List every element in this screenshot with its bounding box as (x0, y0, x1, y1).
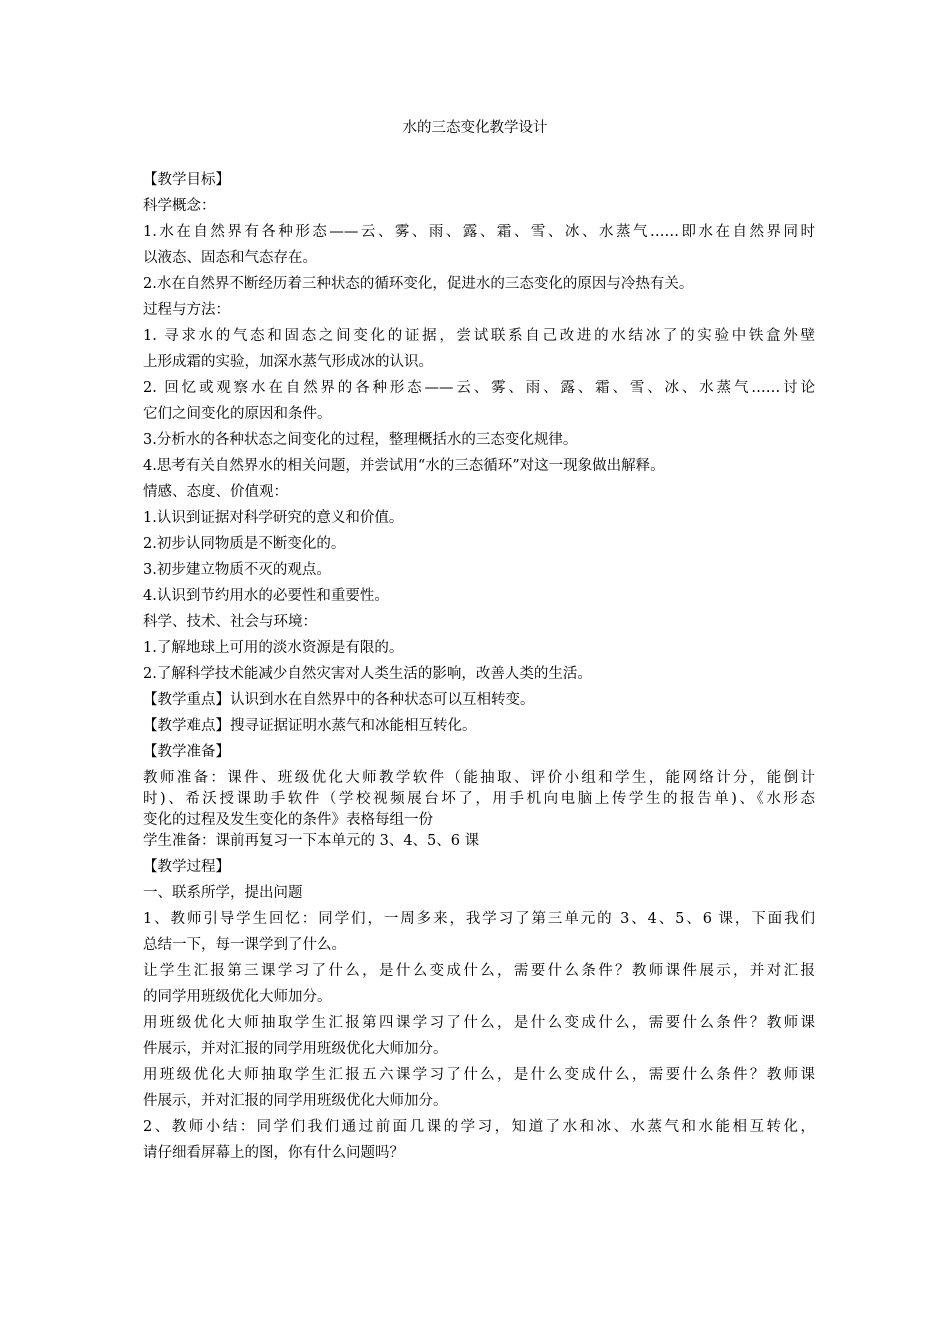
subheading-science-concepts: 科学概念： (143, 198, 216, 214)
paragraph-line: 4.思考有关自然界水的相关问题，并尝试用“水的三态循环”对这一现象做出解释。 (143, 458, 665, 474)
subheading-emotion-attitude-values: 情感、态度、价值观： (143, 484, 288, 500)
paragraph-line: 它们之间变化的原因和条件。 (143, 406, 332, 422)
paragraph-line: 3.初步建立物质不灭的观点。 (143, 562, 331, 578)
subheading-science-technology-society: 科学、技术、社会与环境： (143, 614, 317, 630)
paragraph-line: 的同学用班级优化大师加分。 (143, 989, 332, 1005)
paragraph-line: 上形成霜的实验，加深水蒸气形成冰的认识。 (143, 354, 433, 370)
paragraph-line: 让学生汇报第三课学习了什么，是什么变成什么，需要什么条件？教师课件展示，并对汇报 (143, 963, 815, 979)
subheading-process-methods: 过程与方法： (143, 302, 230, 318)
paragraph-line: 1. 寻求水的气态和固态之间变化的证据，尝试联系自己改进的水结冰了的实验中铁盒外壁 (143, 328, 815, 344)
paragraph-line: 时)、希沃授课助手软件（学校视频展台坏了，用手机向电脑上传学生的报告单)、《水形态 (143, 791, 815, 807)
heading-teaching-goals: 【教学目标】 (143, 172, 230, 188)
paragraph-line: 1.水在自然界有各种形态——云、雾、雨、露、霜、雪、冰、水蒸气……即水在自然界同时 (143, 224, 815, 240)
paragraph-line: 2、教师小结：同学们我们通过前面几课的学习，知道了水和冰、水蒸气和水能相互转化， (143, 1119, 815, 1135)
teaching-key-point: 【教学重点】认识到水在自然界中的各种状态可以互相转变。 (143, 692, 535, 708)
paragraph-line: 总结一下，每一课学到了什么。 (143, 937, 346, 953)
paragraph-line: 以液态、固态和气态存在。 (143, 250, 317, 266)
heading-teaching-process: 【教学过程】 (143, 859, 230, 875)
teaching-difficulty: 【教学难点】搜寻证据证明水蒸气和冰能相互转化。 (143, 718, 477, 734)
paragraph-line: 2.了解科学技术能减少自然灾害对人类生活的影响，改善人类的生活。 (143, 666, 592, 682)
paragraph-line: 4.认识到节约用水的必要性和重要性。 (143, 588, 389, 604)
paragraph-line: 2. 回忆或观察水在自然界的各种形态——云、雾、雨、露、霜、雪、冰、水蒸气……讨论 (143, 380, 815, 396)
heading-teaching-preparation: 【教学准备】 (143, 744, 230, 760)
document-body (143, 167, 815, 1166)
paragraph-line: 件展示，并对汇报的同学用班级优化大师加分。 (143, 1041, 448, 1057)
paragraph-line: 2.初步认同物质是不断变化的。 (143, 536, 346, 552)
paragraph-line: 1、教师引导学生回忆：同学们，一周多来，我学习了第三单元的 3、4、5、6 课，下面我们 (143, 911, 815, 927)
paragraph-line: 2.水在自然界不断经历着三种状态的循环变化，促进水的三态变化的原因与冷热有关。 (143, 276, 694, 292)
paragraph-line: 学生准备：课前再复习一下本单元的 3、4、5、6 课 (143, 833, 480, 849)
paragraph-line: 教师准备：课件、班级优化大师教学软件（能抽取、评价小组和学生，能网络计分，能倒计 (143, 770, 815, 786)
paragraph-line: 用班级优化大师抽取学生汇报第四课学习了什么，是什么变成什么，需要什么条件？教师课 (143, 1015, 815, 1031)
paragraph-line: 变化的过程及发生变化的条件》表格每组一份 (143, 812, 433, 828)
paragraph-line: 请仔细看屏幕上的图，你有什么问题吗？ (143, 1145, 404, 1161)
paragraph-line: 1.认识到证据对科学研究的意义和价值。 (143, 510, 404, 526)
document-title: 水的三态变化教学设计 (402, 120, 548, 136)
paragraph-line: 1.了解地球上可用的淡水资源是有限的。 (143, 640, 404, 656)
paragraph-line: 3.分析水的各种状态之间变化的过程，整理概括水的三态变化规律。 (143, 432, 578, 448)
paragraph-line: 用班级优化大师抽取学生汇报五六课学习了什么，是什么变成什么，需要什么条件？教师课 (143, 1067, 815, 1083)
paragraph-line: 件展示，并对汇报的同学用班级优化大师加分。 (143, 1093, 448, 1109)
section-heading: 一、联系所学，提出问题 (143, 885, 303, 901)
